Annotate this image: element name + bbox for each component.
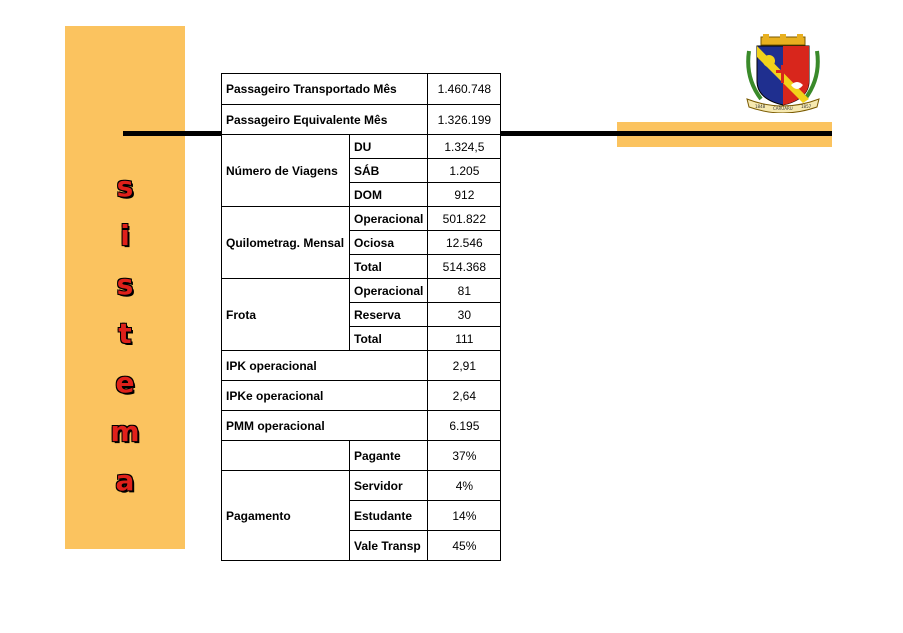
ipk-label: IPK operacional bbox=[222, 351, 428, 381]
side-letter: m bbox=[110, 415, 140, 448]
table-row bbox=[222, 135, 501, 159]
viagens-du-value: 1.324,5 bbox=[428, 135, 501, 159]
ipke-value: 2,64 bbox=[428, 381, 501, 411]
pagamento-vale-value: 45% bbox=[428, 531, 501, 561]
viagens-du-label: DU bbox=[350, 135, 428, 159]
table-row bbox=[222, 411, 501, 441]
viagens-sab-label: SÁB bbox=[350, 159, 428, 183]
side-letter: s bbox=[116, 170, 134, 203]
viagens-dom-value: 912 bbox=[428, 183, 501, 207]
frota-reserva-label: Reserva bbox=[350, 303, 428, 327]
pmm-label: PMM operacional bbox=[222, 411, 428, 441]
frota-total-label: Total bbox=[350, 327, 428, 351]
table-row bbox=[222, 105, 501, 135]
frota-operacional-value: 81 bbox=[428, 279, 501, 303]
km-operacional-label: Operacional bbox=[350, 207, 428, 231]
table-row bbox=[222, 279, 501, 303]
passageiro-transportado-label: Passageiro Transportado Mês bbox=[222, 74, 428, 105]
pmm-value: 6.195 bbox=[428, 411, 501, 441]
side-letter: s bbox=[116, 268, 134, 301]
km-total-value: 514.368 bbox=[428, 255, 501, 279]
passageiro-transportado-value: 1.460.748 bbox=[428, 74, 501, 105]
city-crest-logo bbox=[743, 33, 823, 113]
km-ociosa-label: Ociosa bbox=[350, 231, 428, 255]
table-row bbox=[222, 381, 501, 411]
pagamento-pagante-label: Pagante bbox=[350, 441, 428, 471]
frota-label: Frota bbox=[222, 279, 350, 351]
frota-total-value: 111 bbox=[428, 327, 501, 351]
pagamento-servidor-label: Servidor bbox=[350, 471, 428, 501]
pagamento-pagante-value: 37% bbox=[428, 441, 501, 471]
pagamento-label: Pagamento bbox=[222, 471, 350, 561]
km-operacional-value: 501.822 bbox=[428, 207, 501, 231]
side-letter: e bbox=[115, 366, 135, 399]
table-row bbox=[222, 207, 501, 231]
ipke-label: IPKe operacional bbox=[222, 381, 428, 411]
viagens-label: Número de Viagens bbox=[222, 135, 350, 207]
table-row bbox=[222, 351, 501, 381]
crest-year-left: 1848 bbox=[755, 104, 766, 109]
side-word-sistema bbox=[65, 162, 185, 505]
pagamento-servidor-value: 4% bbox=[428, 471, 501, 501]
pagamento-estudante-label: Estudante bbox=[350, 501, 428, 531]
side-letter: i bbox=[120, 219, 130, 252]
side-letter: t bbox=[118, 317, 132, 350]
ipk-value: 2,91 bbox=[428, 351, 501, 381]
empty-cell bbox=[222, 441, 350, 471]
table-row bbox=[222, 441, 501, 471]
side-letter: a bbox=[115, 464, 135, 497]
passageiro-equivalente-value: 1.326.199 bbox=[428, 105, 501, 135]
crest-city-name: CARUARU bbox=[773, 106, 793, 111]
crest-year-right: 1857 bbox=[801, 104, 812, 109]
table-row bbox=[222, 74, 501, 105]
frota-reserva-value: 30 bbox=[428, 303, 501, 327]
pagamento-vale-label: Vale Transp bbox=[350, 531, 428, 561]
table-row bbox=[222, 471, 501, 501]
km-total-label: Total bbox=[350, 255, 428, 279]
passageiro-equivalente-label: Passageiro Equivalente Mês bbox=[222, 105, 428, 135]
pagamento-estudante-value: 14% bbox=[428, 501, 501, 531]
km-ociosa-value: 12.546 bbox=[428, 231, 501, 255]
system-indicators-table bbox=[221, 73, 501, 561]
frota-operacional-label: Operacional bbox=[350, 279, 428, 303]
viagens-sab-value: 1.205 bbox=[428, 159, 501, 183]
viagens-dom-label: DOM bbox=[350, 183, 428, 207]
quilometragem-label: Quilometrag. Mensal bbox=[222, 207, 350, 279]
